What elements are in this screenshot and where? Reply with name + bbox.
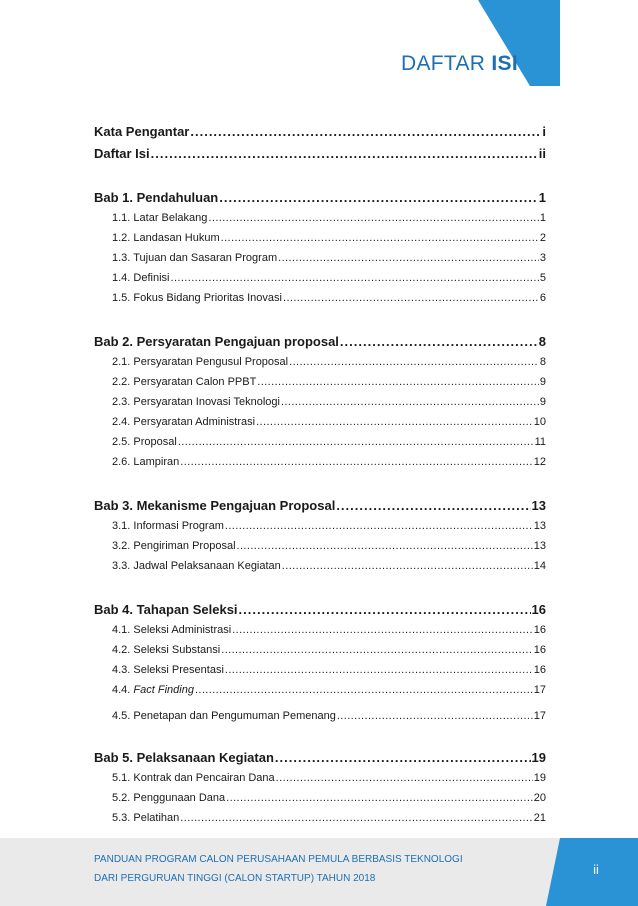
toc-item-label: 3.1. Informasi Program (112, 520, 224, 532)
toc-item-page: 11 (534, 436, 546, 448)
toc-item[interactable] (112, 272, 546, 292)
toc-item-page: 17 (533, 710, 546, 722)
dot-leader (221, 644, 533, 656)
toc-chapter-label: Bab 2. Persyaratan Pengajuan proposal (94, 334, 339, 349)
toc-item-label: 2.1. Persyaratan Pengusul Proposal (112, 356, 289, 368)
toc-item[interactable] (112, 684, 546, 704)
page-footer (0, 838, 638, 906)
dot-leader (232, 624, 533, 636)
toc-item-label: 4.5. Penetapan dan Pengumuman Pemenang (112, 710, 336, 722)
toc-item-label: 2.4. Persyaratan Administrasi (112, 416, 256, 428)
toc-item[interactable] (112, 772, 546, 792)
dot-leader (219, 190, 538, 205)
toc-item-page: 12 (533, 456, 546, 468)
dot-leader (180, 456, 532, 468)
dot-leader (208, 212, 538, 224)
toc-item-page: 3 (539, 252, 546, 264)
toc-entry-label: Daftar Isi (94, 146, 150, 161)
toc-item-page: 9 (539, 376, 546, 388)
toc-chapter-page: 13 (531, 498, 546, 513)
toc-chapter-page: 19 (531, 750, 546, 765)
toc-chapter-label: Bab 3. Mekanisme Pengajuan Proposal (94, 498, 336, 513)
toc-item-label: 2.2. Persyaratan Calon PPBT (112, 376, 257, 388)
toc-item-label: 5.2. Penggunaan Dana (112, 792, 226, 804)
toc-item[interactable] (112, 232, 546, 252)
toc-item-label: 5.1. Kontrak dan Pencairan Dana (112, 772, 275, 784)
toc-item[interactable] (112, 540, 546, 560)
toc-item-page: 20 (533, 792, 546, 804)
toc-chapter-3[interactable] (94, 498, 546, 520)
toc-item-label: 2.3. Persyaratan Inovasi Teknologi (112, 396, 280, 408)
dot-leader (225, 520, 533, 532)
toc-chapter-2[interactable] (94, 334, 546, 356)
toc-item[interactable] (112, 456, 546, 476)
toc-chapter-4[interactable] (94, 602, 546, 624)
toc-item-label: 1.3. Tujuan dan Sasaran Program (112, 252, 278, 264)
toc-item-italic-term: Fact Finding (133, 684, 194, 696)
toc-item-page: 5 (539, 272, 546, 284)
dot-leader (283, 292, 539, 304)
toc-item-page: 9 (539, 396, 546, 408)
dot-leader (178, 436, 534, 448)
dot-leader (276, 772, 533, 784)
toc-item-label: 1.5. Fokus Bidang Prioritas Inovasi (112, 292, 282, 304)
toc-item-page: 17 (533, 684, 546, 696)
toc-entry-page: i (542, 124, 546, 139)
dot-leader (170, 272, 538, 284)
toc-item[interactable] (112, 252, 546, 272)
footer-line-1: PANDUAN PROGRAM CALON PERUSAHAAN PEMULA BERBASIS TEKNOLOGI (94, 854, 463, 865)
dot-leader (239, 602, 531, 617)
toc-item-page: 8 (539, 356, 546, 368)
toc-item-page: 16 (533, 664, 546, 676)
dot-leader (257, 376, 539, 388)
toc-item-label: 4.3. Seleksi Presentasi (112, 664, 224, 676)
dot-leader (256, 416, 533, 428)
toc-item-page: 13 (533, 520, 546, 532)
toc-item-page: 10 (533, 416, 546, 428)
toc-entry-daftar-isi[interactable] (94, 146, 546, 168)
toc-chapter-label: Bab 1. Pendahuluan (94, 190, 219, 205)
dot-leader (226, 792, 533, 804)
toc-item[interactable] (112, 416, 546, 436)
toc-item-label: 1.1. Latar Belakang (112, 212, 208, 224)
dot-leader (180, 812, 532, 824)
toc-item-page: 6 (539, 292, 546, 304)
toc-chapter-page: 1 (538, 190, 546, 205)
dot-leader (275, 750, 531, 765)
dot-leader (237, 540, 533, 552)
toc-entry-kata-pengantar[interactable] (94, 124, 546, 146)
toc-item[interactable] (112, 356, 546, 376)
dot-leader (221, 232, 539, 244)
toc-item-label (112, 684, 194, 696)
toc-item[interactable] (112, 212, 546, 232)
dot-leader (336, 498, 530, 513)
toc-item[interactable] (112, 792, 546, 812)
header-corner-decoration (0, 0, 638, 100)
toc-chapter-page: 16 (531, 602, 546, 617)
dot-leader (282, 560, 533, 572)
toc-item-label: 5.3. Pelatihan (112, 812, 180, 824)
toc-item-label: 2.6. Lampiran (112, 456, 180, 468)
footer-document-title (94, 850, 463, 888)
toc-item-label: 4.1. Seleksi Administrasi (112, 624, 232, 636)
toc-item-label: 1.2. Landasan Hukum (112, 232, 220, 244)
dot-leader (190, 124, 541, 139)
toc-item-label: 2.5. Proposal (112, 436, 177, 448)
dot-leader (281, 396, 539, 408)
page-title: DAFTAR ISI (401, 52, 518, 75)
toc-item[interactable] (112, 644, 546, 664)
toc-item-label: 3.3. Jadwal Pelaksanaan Kegiatan (112, 560, 281, 572)
toc-entry-label: Kata Pengantar (94, 124, 190, 139)
toc-chapter-1[interactable] (94, 190, 546, 212)
toc-chapter-page: 8 (538, 334, 546, 349)
toc-item-page: 13 (533, 540, 546, 552)
dot-leader (278, 252, 539, 264)
toc-item-label: 4.2. Seleksi Substansi (112, 644, 221, 656)
dot-leader (289, 356, 539, 368)
toc-item[interactable] (112, 376, 546, 396)
toc-item-page: 1 (539, 212, 546, 224)
toc-item[interactable] (112, 704, 546, 728)
toc-item-number: 4.4. (112, 684, 134, 696)
toc-item[interactable] (112, 436, 546, 456)
toc-chapter-label: Bab 4. Tahapan Seleksi (94, 602, 238, 617)
toc-item-page: 16 (533, 624, 546, 636)
toc-item[interactable] (112, 812, 546, 832)
toc-item-label: 1.4. Definisi (112, 272, 170, 284)
toc-item[interactable] (112, 520, 546, 540)
dot-leader (225, 664, 533, 676)
toc-entry-page: ii (538, 146, 546, 161)
toc-item[interactable] (112, 396, 546, 416)
toc-item-label: 3.2. Pengiriman Proposal (112, 540, 236, 552)
toc-item[interactable] (112, 560, 546, 580)
toc-item-page: 2 (539, 232, 546, 244)
toc-item[interactable] (112, 664, 546, 684)
toc-item-page: 19 (533, 772, 546, 784)
toc-item-page: 14 (533, 560, 546, 572)
page-number: ii (593, 862, 599, 877)
footer-line-2: DARI PERGURUAN TINGGI (CALON STARTUP) TAHUN 2018 (94, 873, 376, 884)
dot-leader (337, 710, 533, 722)
dot-leader (340, 334, 538, 349)
dot-leader (195, 684, 533, 696)
toc-chapter-label: Bab 5. Pelaksanaan Kegiatan (94, 750, 274, 765)
toc-item[interactable] (112, 624, 546, 644)
dot-leader (151, 146, 538, 161)
toc-item[interactable] (112, 292, 546, 312)
toc-chapter-5[interactable] (94, 750, 546, 772)
toc-item-page: 21 (533, 812, 546, 824)
toc-item-page: 16 (533, 644, 546, 656)
table-of-contents (94, 124, 546, 832)
